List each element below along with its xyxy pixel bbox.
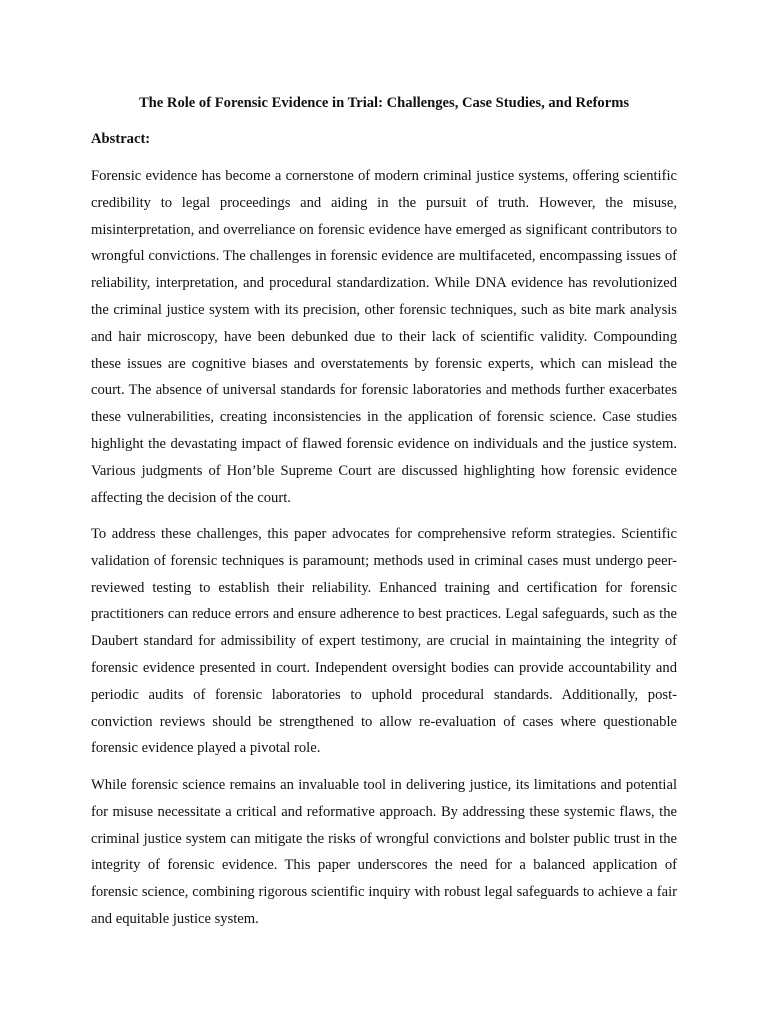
paper-title: The Role of Forensic Evidence in Trial: Challenges, Case Studies, and Reforms — [138, 95, 630, 111]
abstract-paragraph: To address these challenges, this paper advocates for comprehensive reform strategies. Scientific validation of forensic techniques is paramount; methods used in criminal cases must undergo peer-reviewed testing to establish their reliability. Enhanced training and certification for forensic practitioners can reduce errors and ensure adherence to best practices. Legal safeguards, such as the Daubert standard for admissibility of expert testimony, are crucial in maintaining the integrity of forensic evidence presented in court. Independent oversight bodies can provide accountability and periodic audits of forensic laboratories to uphold procedural standards. Additionally, post-conviction reviews should be strengthened to allow re-evaluation of cases where questionable forensic evidence played a pivotal role. — [91, 526, 677, 757]
abstract-paragraph: Forensic evidence has become a cornerstone of modern criminal justice systems, offering scientific credibility to legal proceedings and aiding in the pursuit of truth. However, the misuse, misinterpretation, and overreliance on forensic evidence have emerged as significant contributors to wrongful convictions. The challenges in forensic evidence are multifaceted, encompassing issues of reliability, interpretation, and procedural standardization. While DNA evidence has revolutionized the criminal justice system with its precision, other forensic techniques, such as bite mark analysis and hair microscopy, have been debunked due to their lack of scientific validity. Compounding these issues are cognitive biases and overstatements by forensic experts, which can mislead the court. The absence of universal standards for forensic laboratories and methods further exacerbates these vulnerabilities, creating inconsistencies in the application of forensic science. Case studies highlight the devastating impact of flawed forensic evidence on individuals and the justice system. Various judgments of Hon’ble Supreme Court are discussed highlighting how forensic evidence affecting the decision of the court. — [91, 168, 677, 506]
abstract-heading: Abstract: — [91, 131, 151, 147]
abstract-paragraph: While forensic science remains an invaluable tool in delivering justice, its limitations and potential for misuse necessitate a critical and reformative approach. By addressing these systemic flaws, the criminal justice system can mitigate the risks of wrongful convictions and bolster public trust in the integrity of forensic evidence. This paper underscores the need for a balanced application of forensic science, combining rigorous scientific inquiry with robust legal safeguards to achieve a fair and equitable justice system. — [91, 777, 677, 927]
